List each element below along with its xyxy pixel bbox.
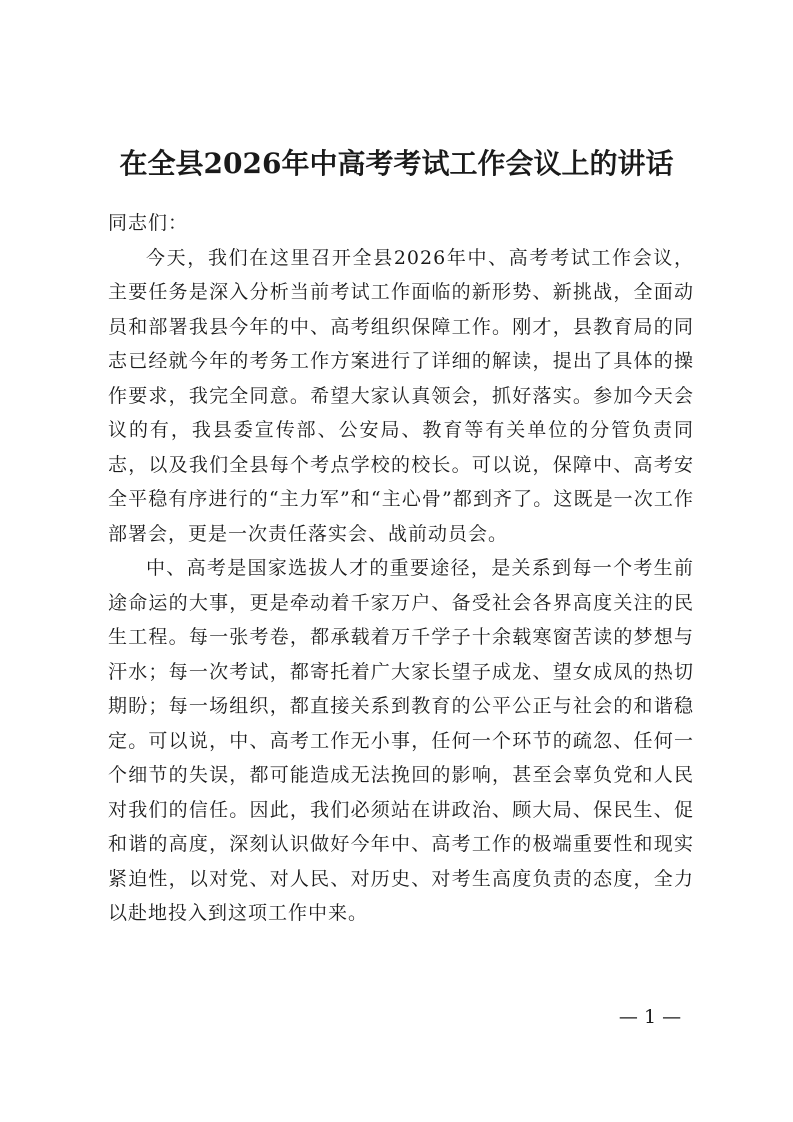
page-number: — 1 —	[618, 1006, 682, 1028]
paragraph-1: 今天，我们在这里召开全县2026年中、高考考试工作会议，主要任务是深入分析当前考试工作面临的新形势、新挑战，全面动员和部署我县今年的中、高考组织保障工作。刚才，县教育局的同志已经就今年的考务工作方案进行了详细的解读，提出了具体的操作要求，我完全同意。希望大家认真领会，抓好落实。参加今天会议的有，我县委宣传部、公安局、教育等有关单位的分管负责同志，以及我们全县每个考点学校的校长。可以说，保障中、高考安全平稳有序进行的“主力军”和“主心骨”都到齐了。这既是一次工作部署会，更是一次责任落实会、战前动员会。	[108, 246, 694, 545]
document-title: 在全县2026年中高考考试工作会议上的讲话	[119, 147, 674, 180]
paragraph-2: 中、高考是国家选拔人才的重要途径，是关系到每一个考生前途命运的大事，更是牵动着千家万户、备受社会各界高度关注的民生工程。每一张考卷，都承载着万千学子十余载寒窗苦读的梦想与汗水；每一次考试，都寄托着广大家长望子成龙、望女成凤的热切期盼；每一场组织，都直接关系到教育的公平公正与社会的和谐稳定。可以说，中、高考工作无小事，任何一个环节的疏忽、任何一个细节的失误，都可能造成无法挽回的影响，甚至会辜负党和人民对我们的信任。因此，我们必须站在讲政治、顾大局、保民生、促和谐的高度，深刻认识做好今年中、高考工作的极端重要性和现实紧迫性，以对党、对人民、对历史、对考生高度负责的态度，全力以赴地投入到这项工作中来。	[108, 557, 694, 924]
salutation: 同志们：	[108, 212, 189, 234]
document-body	[108, 206, 694, 931]
